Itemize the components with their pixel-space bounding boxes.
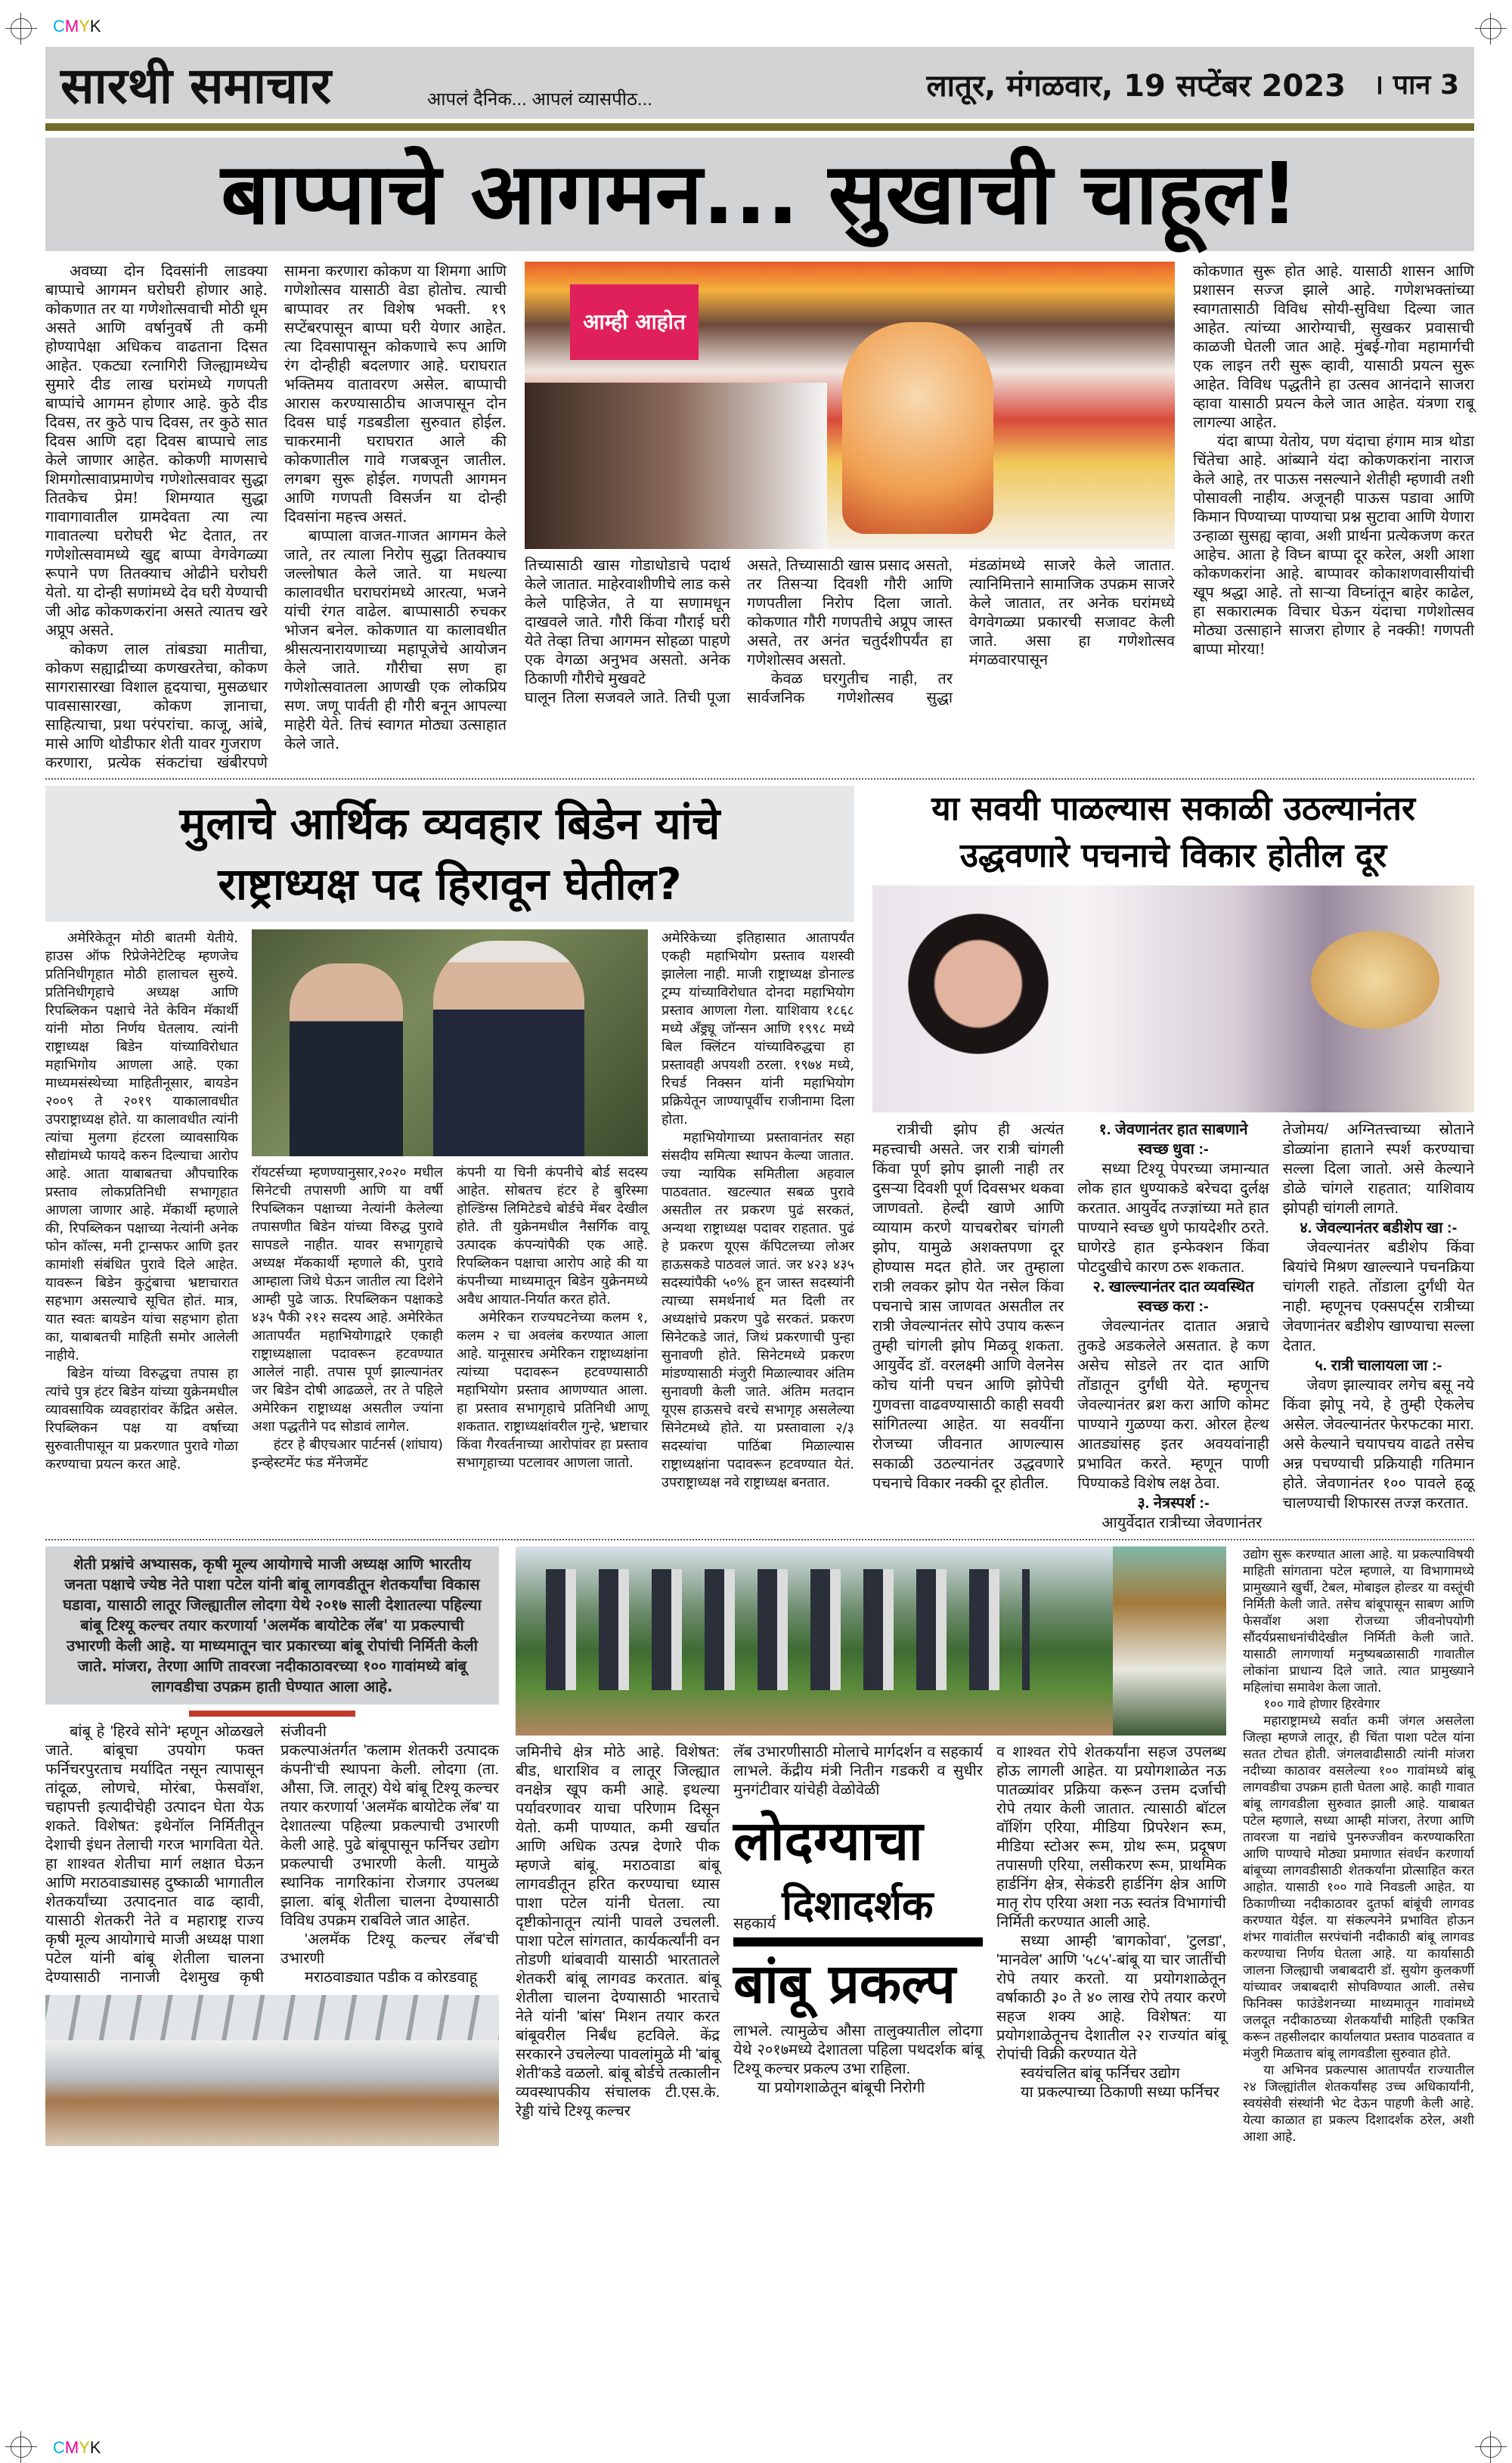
- paragraph: केवळ घरगुतीच नाही, तर सार्वजनिक गणेशोत्सव सुद्धा मंडळांमध्ये साजरे केले जातात. त्यानिमित्ताने सामाजिक उपक्रम साजरे केले जातात, तर अनेक घरांमध्ये वेगवेगळ्या प्रकारची सजावट केली जाते. असा हा गणेशोत्सव मंगळवारपासून: [747, 557, 1175, 706]
- bamboo-nursery-photo: [516, 1546, 1226, 1736]
- paragraph: उद्योग सुरू करण्यात आला आहे. या प्रकल्पाविषयी माहिती सांगताना पटेल म्हणाले, या विभागामध्ये प्रामुख्याने खुर्ची, टेबल, मोबाइल होल्डर या वस्तूंची निर्मिती केली जाते. तसेच बांबूपासून साबण आणि फेसवॉश अशा रोजच्या जीवनोपयोगी सौंदर्यप्रसाधनांचीदेखील निर्मिती केली जाते. यासाठी लागणार्या मनुष्यबळासाठी गावातील लोकांना प्राधान्य दिले जाते. त्यात प्रामुख्याने महिलांचा समावेश केला जातो.: [1243, 1547, 1474, 1695]
- paragraph: यंदा बाप्पा येतोय, पण यंदाचा हंगाम मात्र थोडा चिंतेचा आहे. आंब्याने यंदा कोकणकरांना नाराज केले आहे, तर पाऊस नसल्याने शेतीही म्हणावी तशी पोसावली नाहीय. अजूनही पाऊस पडावा आणि किमान पिण्याच्या पाण्याचा प्रश्न सुटावा आणि येणारा उन्हाळा सुसह्य व्हावा, अशी प्रार्थना प्रत्येकजण करत आहेच. आता हे विघ्न बाप्पा दूर करेल, अशी आशा कोकणकरांना आहे. बाप्पावर कोकाशणवासीयांची खूप श्रद्धा आहे. तो साऱ्या विघ्नांतून बाहेर काढेल, हा सकारात्मक विचार घेऊन यंदाचा गणेशोत्सव मोठ्या उत्साहाने साजरा होणार हे नक्की! गणपती बाप्पा मोरया!: [1193, 432, 1474, 658]
- paragraph: अमेरिकन राज्यघटनेच्या कलम १, कलम २ चा अवलंब करण्यात आला आहे. यानूसारच अमेरिकन राष्ट्राध्यक्षांना त्यांच्या पदावरून हटवण्यासाठी महाभियोग प्रस्ताव आणण्यात आला. हा प्रस्ताव सभागृहाचे प्रतिनिधी आणू शकतात. राष्ट्राध्यक्षांवरील गुन्हे, भ्रष्टाचार किंवा गैरवर्तनाच्या आरोपांवर हा प्रस्ताव सभागृहाच्या पटलावर आणला जातो.: [457, 1310, 648, 1471]
- paragraph: तेजोमय/ अग्नितत्त्वाच्या स्रोताने डोळ्यांना हाताने स्पर्श करण्याचा सल्ला दिला जातो. असे केल्याने डोळे चांगले राहतात; याशिवाय झोपही चांगली लागते.: [1282, 1121, 1474, 1217]
- paragraph: जमिनीचे क्षेत्र मोठे आहे. विशेषत: बीड, धाराशिव व लातूर जिल्ह्यात वनक्षेत्र खूप कमी आहे. इथल्या पर्यावरणावर याचा परिणाम दिसून येतो. कमी पाण्यात, कमी खर्चात आणि अधिक उत्पन्न देणारे पीक म्हणजे बांबू. मराठवाडा बांबू लागवडीतून हरित करण्याचा ध्यास पाशा पटेल यांनी घेतला. त्या दृष्टीकोनातून त्यांनी पावले उचलली. पाशा पटेल सांगतात, कार्यकर्त्यांनी वन तोडणी थांबवावी यासाठी भारतातले शेतकरी बांबू लागवड करतात. बांबू शेतीला चालना देण्यासाठी भारताचे नेते यांनी 'बांस' मिशन तयार करत बांबूवरील निर्बंध हटविले. केंद्र सरकारने उचलेल्या पावलांमुळे मी 'बांबू शेती'कडे वळलो. बांबू बोर्डचे तत्कालीन व्यवस्थापकीय संचालक टी.एस.के. रेड्डी यांचे टिश्यू कल्चर: [516, 1744, 720, 2120]
- middle-stories: [45, 786, 1474, 1533]
- paragraph: मराठवाड्यात पडीक व कोरडवाहू: [305, 1969, 478, 1986]
- registration-mark-icon: [11, 18, 32, 39]
- bamboo-column-4b: [733, 2022, 983, 2098]
- cmyk-mark: [53, 17, 101, 36]
- paragraph: करणारा, प्रत्येक संकटांचा खंबीरपणे सामना करणारा कोकण या शिमगा आणि गणेशोत्सव यासाठी वेडा होतोच. त्याची बाप्पावर तर विशेष भक्ती. १९ सप्टेंबरपासून बाप्पा घरी येणार आहेत. त्या दिवसापासून कोकणाचे रूप आणि रंग दोन्हीही बदलणार आहे. घराघरात भक्तिमय वातावरण असेल. बाप्पाची आरास करण्यासाठीच आजपासून दोन दिवस घाई गडबडीला सुरुवात होईल. चाकरमानी घराघरात आले की कोकणातील गावे गजबजून जातील. लगबग सुरू होईल. गणपती आगमन आणि गणपती विसर्जन या दोन्ही दिवसांना महत्त्व असतं.: [45, 262, 507, 771]
- paragraph: या प्रकल्पाच्या ठिकाणी सध्या फर्निचर: [1021, 2084, 1219, 2101]
- sleep-columns: [872, 1120, 1474, 1533]
- paragraph: रात्रीची झोप ही अत्यंत महत्त्वाची असते. जर रात्री चांगली किंवा पूर्ण झोप झाली नाही तर दुसऱ्या दिवशी पूर्ण दिवसभर थकवा जाणवतो. हेल्दी खाणे आणि व्यायाम करणे याचबरोबर चांगली झोप, यामुळे अशक्तपणा दूर होण्यास मदत होते. जर तुम्हाला रात्री लवकर झोप येत नसेल किंवा पचनाचे त्रास जाणवत असतील तर रात्री जेवल्यानंतर सोपे उपाय करून तुम्ही चांगली झोप मिळवू शकता. आयुर्वेद डॉ. वरलक्ष्मी आणि वेलनेस कोच यांनी पचन आणि झोपेची गुणवत्ता वाढवण्यासाठी काही सवयी सांगितल्या आहेत. या सवयींना रोजच्या जीवनात आणल्यास सकाळी उठल्यानंतर उद्धवणारे पचनाचे विकार नक्की दूर होतील.: [872, 1121, 1064, 1492]
- bamboo-center-columns: [516, 1743, 1226, 2121]
- subheading: 'अलमॅक टिश्यू कल्चर लॅब'ची उभारणी: [280, 1931, 499, 1967]
- paragraph: या प्रयोगशाळेतून बांबूची निरोगी: [758, 2080, 925, 2096]
- photo-banner: आम्ही आहोत: [570, 284, 699, 360]
- subheading: ५. रात्री चालायला जा :-: [1315, 1357, 1442, 1374]
- page-body: [45, 138, 1474, 2146]
- biden-columns-center: [252, 1164, 648, 1472]
- paragraph: या अभिनव प्रकल्पास आतापर्यंत राज्यातील २४ जिल्ह्यांतील शेतकर्यांसह उच्च अधिकार्यांनी, स्वयंसेवी संस्थांनी भेट देऊन पाहणी केली आहे. येत्या काळात हा प्रकल्प दिशादर्शक ठरेल, अशी आशा आहे.: [1243, 2063, 1474, 2145]
- headline-part-1: लोदग्याचा: [733, 1809, 923, 1872]
- accent-bar: [189, 1711, 355, 1717]
- lead-story: [45, 262, 1474, 772]
- bamboo-summary-box: [45, 1546, 499, 1705]
- paragraph: महाराष्ट्रामध्ये सर्वात कमी जंगल असलेला जिल्हा म्हणजे लातूर, ही चिंता पाशा पटेल यांना सतत टोचत होती. जंगलवाढीसाठी त्यांनी मांजरा नदीच्या काठावर वसलेल्या १०० गावांमध्ये बांबू लागवडीचा उपक्रम हाती घेतला आहे. काही गावात बांबू लागवडीला सुरुवात झाली आहे. याबाबत पटेल म्हणाले, सध्या आम्ही मांजरा, तेरणा आणि तावरजा या नद्यांचे पुनरुज्जीवन करण्याकरिता आणि पाण्याचे मोठ्या प्रमाणात संवर्धन करणार्या बांबूच्या लागवडीसाठी शेतकर्यांना प्रोत्साहित करत आहोत. यासाठी १०० गावे निवडली आहेत. या ठिकाणीच्या नदीकाठावर दुतर्फा बांबूंची लागवड करण्यात येईल. या संकल्पनेने प्रभावित होऊन शंभर गावांतील सरपंचांनी नदीकाठी बांबू लागवड करण्याचा निर्णय घेतला आहे. या कार्यासाठी जालना जिल्ह्याची जबाबदारी डॉ. सुयोग कुलकर्णी यांच्यावर जबाबदारी सोपविण्यात आली. तसेच फिनिक्स फाउंडेशनच्या माध्यमातून गावांमध्ये जलदूत नदीकाठच्या शेतकर्यांची माहिती एकत्रित करून तहसीलदार कार्यालयात प्रस्ताव पाठवतात व मंजुरी मिळताच बांबू लागवडीला सुरुवात होते.: [1243, 1714, 1474, 2061]
- biden-story: [45, 786, 854, 1492]
- paragraph: अवघ्या दोन दिवसांनी लाडक्या बाप्पाचे आगमन घरोघरी होणार आहे. कोकणात तर या गणेशोत्सवाची मोठी धूम असते आणि वर्षानुवर्षे ती कमी होण्यापेक्षा अधिकच वाढताना दिसत आहेत. एकट्या रत्नागिरी जिल्ह्यामध्येच सुमारे दीड लाख घरांमध्ये गणपती बाप्पांचे आगमन होणार आहे. कुठे दीड दिवस, तर कुठे पाच दिवस, तर कुठे सात दिवस आणि दहा दिवस बाप्पाचे लाड केले जाणार आहेत. कोकणी माणसाचे शिमगोत्सावाप्रमाणेच गणेशोत्सवावर सुद्धा तितकेच प्रेम! शिमग्यात सुद्धा गावागावातील ग्रामदेवता त्या त्या गावातल्या घरोघरी भेट देतात, तर गणेशोत्सवामध्ये खुद्द बाप्पा वेगवेगळ्या रूपाने पण तितक्याच ओढीने घरोघरी येतो. या दोन्ही सणांमध्ये देव घरी येण्याची जी ओढ कोकणकरांना असते त्यातच खरे अप्रूप असते.: [45, 262, 268, 639]
- paragraph: हंटर हे बीएचआर पार्टनर्स (शांघाय) इन्व्हेस्टमेंट फंड मॅनेजमेंट: [252, 1437, 443, 1471]
- bamboo-left: [45, 1546, 499, 2146]
- headline-row-2: [733, 1877, 983, 1934]
- biden-headline-box: [45, 786, 854, 922]
- bamboo-column-4a: [733, 1743, 983, 1800]
- ganesh-idol: [842, 322, 993, 534]
- factory-roof: [45, 1995, 499, 2040]
- registration-mark-icon: [11, 2437, 32, 2458]
- biden-figure: [433, 941, 584, 1156]
- headline-part-2: दिशादर्शक: [782, 1881, 934, 1929]
- dateline: लातूर, मंगळवार, 19 सप्टेंबर 2023: [926, 69, 1346, 104]
- masthead-rule: [45, 123, 1474, 131]
- registration-mark-icon: [1480, 2437, 1501, 2458]
- paragraph: घालून तिला सजवले जाते. तिची पूजा असते, तिच्यासाठी खास प्रसाद असतो, तर तिसऱ्या दिवशी गौरी आणि गणपतीला निरोप दिला जातो. कोकणात गौरी गणपतीचे अप्रूप जास्त असते, तर अनंत चतुर्दशीपर्यंत हा गणेशोत्सव असतो.: [525, 557, 953, 706]
- bamboo-column-3: [516, 1743, 720, 2121]
- paragraph: कोकण लाल तांबड्या मातीचा, कोकण सह्याद्रीच्या कणखरतेचा, कोकण सागरासारखा विशाल हृदयाचा, मुसळधार पावसासारखा, कोकण ज्ञानाचा, साहित्याचा, प्रथा परंपरांचा. काजू, आंबे, मासे आणि थोडीफार शेती यावर गुजराण: [45, 640, 268, 752]
- paragraph: बांबू हे 'हिरवे सोने' म्हणून ओळखले जाते. बांबूचा उपयोग फक्त फर्निचरपुरताच मर्यादित नसून त्यापासून तांदूळ, लोणचे, मोरंबा, फेसवॉश, चहापत्ती इत्यादीचेही उत्पादन घेता येऊ शकते. विशेषत: इथेनॉल निर्मितीतून देशाची इंधन तेलाची गरज भागविता येते. हा शाश्वत शेतीचा मार्ग लक्षात घेऊन आणि मराठवाड्यासह दुष्काळी भागातील शेतकर्यांच्या उत्पादनात वाढ व्हावी, यासाठी शेतकरी नेते व महाराष्ट्र राज्य कृषी मूल्य आयोगाचे माजी अध्यक्ष पाशा पटेल यांनी बांबू शेतीला चालना देण्यासाठी नानाजी देशमुख कृषी संजीवनी: [45, 1723, 327, 1986]
- biden-headline: [45, 793, 854, 914]
- bamboo-furniture-factory-photo: [45, 1995, 499, 2146]
- bamboo-column-5: [996, 1743, 1226, 2102]
- pasha-patel-photo: [1113, 1546, 1226, 1736]
- tagline: आपलं दैनिक... आपलं व्यासपीठ...: [427, 89, 652, 110]
- divider: [45, 1539, 1474, 1540]
- headline-band: [45, 138, 1474, 251]
- paragraph: व शाश्वत रोपे शेतकर्यांना सहज उपलब्ध होऊ लागली आहेत. या प्रयोगशाळेत नऊ पातळ्यांवर प्रक्रिया करून उत्तम दर्जाची रोपे तयार केली जातात. त्यासाठी बॉटल वॉशिंग एरिया, मीडिया प्रिपरेशन रूम, मीडिया स्टोअर रूम, ग्रोथ रूम, प्रदूषण तपासणी एरिया, लसीकरण रूम, प्राथमिक हार्डनिंग क्षेत्र, सेकंडरी हार्डनिंग क्षेत्र आणि मातृ रोप एरिया अशा नऊ स्वतंत्र विभागांची निर्मिती करण्यात आली आहे.: [996, 1744, 1226, 1931]
- bamboo-columns-left: [45, 1723, 499, 1987]
- biden-column-4: [662, 929, 854, 1492]
- cmyk-mark-bottom: [53, 2438, 101, 2458]
- paragraph: लाभले. त्यामुळेच औसा तालुक्यातील लोदगा येथे २०१७मध्ये देशातला पहिला पथदर्शक बांबू टिश्यू कल्चर प्रकल्प उभा राहिला.: [733, 2023, 983, 2077]
- cmyk-y: Y: [79, 2438, 90, 2457]
- paragraph: रॉयटर्सच्या म्हणण्यानुसार,२०२० मधील सिनेटची तपासणी आणि या वर्षी रिपब्लिकन पक्षाच्या नेत्यांनी केलेल्या तपासणीत बिडेन यांच्या विरुद्ध पुरावे सापडले नाहीत. यावर सभागृहाचे अध्यक्ष मॅककार्थी म्हणाले की, पुरावे आम्हाला जिथे घेऊन जातील त्या दिशेने आम्ही पुढे जाऊ. रिपब्लिकन पक्षाकडे ४३५ पैकी २१२ सदस्य आहे. अमेरिकेत आतापर्यंत महाभियोगाद्वारे एकाही राष्ट्राध्यक्षाला पदावरून हटवण्यात आलेलं नाही. तपास पूर्ण झाल्यानंतर जर बिडेन दोषी आढळले, तर ते पहिले अमेरिकन राष्ट्राध्यक्ष असतील ज्यांना अशा पद्धतीने पद सोडावं लागेल.: [252, 1165, 443, 1435]
- paragraph: सध्या आम्ही 'बागकोवा', 'टुलडा', 'मानवेल' आणि '५८५'-बांबू या चार जातींची रोपे तयार करतो. या प्रयोगशाळेतून वर्षाकाठी ३० ते ४० लाख रोपे तयार करणे सहज शक्य आहे. विशेषत: या प्रयोगशाळेतूनच देशातील २२ राज्यांत बांबू रोपांची विक्री करण्यात येते: [996, 1933, 1226, 2063]
- cmyk-m: M: [64, 17, 79, 36]
- headline-part-3: बांबू प्रकल्प: [733, 1952, 956, 2015]
- headline-rule: [733, 1937, 983, 1947]
- bamboo-center: [516, 1546, 1226, 2121]
- paragraph: जेवल्यानंतर बडीशेप किंवा बियांचे मिश्रण खाल्ल्याने पचनक्रिया चांगली राहते. तोंडाला दुर्गंधी येत नाही. म्हणूनच एक्सपर्ट्स रात्रीच्या जेवणानंतर बडीशेप खाण्याचा सल्ला देतात.: [1282, 1239, 1474, 1354]
- paragraph: सध्या टिश्यू पेपरच्या जमान्यात लोक हात धुण्याकडे बरेचदा दुर्लक्ष करतात. आयुर्वेद तज्ज्ञांच्या मते हात पाण्याने स्वच्छ धुणे फायदेशीर ठरते. घाणेरडे हात इन्फेक्शन किंवा पोटदुखीचे कारण ठरू शकतात.: [1077, 1161, 1269, 1276]
- paragraph: तिच्यासाठी खास गोडाधोडाचे पदार्थ केले जातात. माहेरवाशीणीचे लाड कसे केले पाहिजेत, ते या सणामधून दाखवले जाते. गौरी किंवा गौराई घरी येते तेव्हा तिचा आगमन सोहळा पाहणे एक वेगळा अनुभव असतो. अनेक ठिकाणी गौरीचे मुखवटे: [525, 557, 730, 687]
- headline-line: उद्धवणारे पचनाचे विकार होतील दूर: [959, 836, 1387, 875]
- sleep-story: [872, 786, 1474, 1533]
- subheading: स्वयंचलित बांबू फर्निचर उद्योग: [1021, 2065, 1180, 2082]
- subheading: १. जेवणानंतर हात साबणाने: [1098, 1121, 1248, 1138]
- biden-column-1: [45, 929, 238, 1474]
- sleep-headline: [872, 786, 1474, 879]
- headline-kicker: सहकार्य: [733, 1914, 776, 1932]
- subheading: ४. जेवल्यानंतर बडीशेप खा :-: [1300, 1220, 1458, 1236]
- cmyk-m: M: [64, 2438, 79, 2457]
- subheading: १०० गावे होणार हिरवेगार: [1263, 1697, 1380, 1712]
- masthead: [45, 47, 1474, 119]
- summary-text: शेती प्रश्नांचे अभ्यासक, कृषी मूल्य आयोगाचे माजी अध्यक्ष आणि भारतीय जनता पक्षाचे ज्येष्ठ नेते पाशा पटेल यांनी बांबू लागवडीतून शेतकर्यांचा विकास घडावा, यासाठी लातूर जिल्ह्यातील लोदगा येथे २०१७ साली देशातल्या पहिल्या बांबू टिश्यू कल्चर तयार करणार्या 'अलमॅक बायोटेक लॅब' या प्रकल्पाची उभारणी केली आहे. या माध्यमातून चार प्रकारच्या बांबू रोपांची निर्मिती केली जाते. मांजरा, तेरणा आणि तावरजा नदीकाठावरच्या १०० गावांमध्ये बांबू लागवडीचा उपक्रम हाती घेण्यात आला आहे.: [63, 1555, 482, 1695]
- lead-headline: बाप्पाचे आगमन... सुखाची चाहूल!: [221, 145, 1299, 244]
- cmyk-k: K: [89, 2438, 101, 2457]
- paragraph: प्रकल्पाअंतर्गत 'कलाम शेतकरी उत्पादक कंपनी'ची स्थापना केली. लोदगा (ता. औसा, जि. लातूर) येथे बांबू टिश्यू कल्चर तयार करणार्या 'अलमॅक बायोटेक लॅब' या देशातल्या पहिल्या प्रकल्पाची उभारणी केली आहे. पुढे बांबूपासून फर्निचर उद्योग प्रकल्पाची उभारणी केली. यामुळे स्थानिक नागरिकांना रोजगार उपलब्ध झाला. बांबू शेतीला चालना देण्यासाठी विविध उपक्रम राबविले जात आहेत.: [280, 1742, 499, 1929]
- subheading: स्वच्छ धुवा :-: [1138, 1141, 1209, 1158]
- headline-line: राष्ट्राध्यक्ष पद हिरावून घेतील?: [218, 858, 682, 910]
- paragraph: बिडेन यांच्या विरुद्धचा तपास हा त्यांचे पुत्र हंटर बिडेन यांच्या युक्रेनमधील व्यावसायिक व्यवहारांवर केंद्रित असेल. रिपब्लिकन पक्ष या वर्षाच्या सुरुवातीपासून या प्रकरणात पुरावे गोळा करण्याचा प्रयत्न करत आहे.: [45, 1366, 238, 1472]
- newspaper-title: सारथी समाचार: [60, 57, 332, 115]
- biden-body: [45, 929, 854, 1492]
- headline-line: मुलाचे आर्थिक व्यवहार बिडेन यांचे: [179, 798, 720, 849]
- cmyk-k: K: [89, 17, 101, 36]
- paragraph: आयुर्वेदात रात्रीच्या जेवणानंतर: [1101, 1515, 1263, 1531]
- bamboo-story: [45, 1546, 1474, 2146]
- subheading: ३. नेत्रस्पर्श :-: [1137, 1495, 1210, 1512]
- woman-face: [903, 908, 1054, 1059]
- food-plate: [1311, 931, 1439, 1029]
- cmyk-y: Y: [79, 17, 90, 36]
- paragraph: कोकणात सुरू होत आहे. यासाठी शासन आणि प्रशासन सज्ज झाले आहे. गणेशभक्तांच्या स्वागतासाठी विविध सोयी-सुविधा दिल्या जात आहेत. त्यांच्या आरोग्याची, सुखकर प्रवासाची काळजी घेतली जात आहे. मुंबई-गोवा महामार्गची एक लाइन तरी सुरू व्हावी, यासाठी प्रयत्न सुरू आहेत. विविध पद्धतीने हा उत्सव आनंदाने साजरा व्हावा यासाठी प्रयत्न केले जात आहेत. यंत्रणा राबू लागल्या आहेत.: [1193, 262, 1474, 431]
- bamboo-column-6: [1243, 1546, 1474, 2145]
- paragraph: अमेरिकेच्या इतिहासात आतापर्यंत एकही महाभियोग प्रस्ताव यशस्वी झालेला नाही. माजी राष्ट्राध्यक्ष डोनाल्ड ट्रम्प यांच्याविरोधात दोनदा महाभियोग प्रस्ताव आणला गेला. याशिवाय १८६८ मध्ये अँड्र्यू जॉन्सन आणि १९९८ मध्ये बिल क्लिंटन यांच्याविरुद्धचा हा प्रस्तावही अपयशी ठरला. १९७४ मध्ये, रिचर्ड निक्सन यांनी महाभियोग प्रक्रियेतून जाण्यापूर्वीच राजीनामा दिला होता.: [662, 930, 854, 1128]
- cmyk-c: C: [53, 2438, 65, 2457]
- sleeping-woman-photo: [872, 886, 1474, 1112]
- paragraph: लॅब उभारणीसाठी मोलाचे मार्गदर्शन व सहकार्य लाभले. केंद्रीय मंत्री नितीन गडकरी व सुधीर मुनगंटीवार यांचेही वेळोवेळी: [733, 1744, 983, 1798]
- crowd: [525, 383, 827, 549]
- registration-mark-icon: [1480, 18, 1501, 39]
- lead-center: [525, 262, 1175, 708]
- paragraph: बाप्पाला वाजत-गाजत आगमन केले जाते, तर त्याला निरोप सुद्धा तितक्याच जल्लोषात केले जाते. या मधल्या कालावधीत घराघरांमध्ये आरत्या, भजने यांची रंगत वाढेल. बाप्पासाठी रुचकर भोजन बनेल. कोकणात या कालावधीत श्रीसत्यनारायणाच्या महापूजेचे आयोजन केले जाते. गौरीचा सण हा गणेशोत्सवातला आणखी एक लोकप्रिय सण. जणू पार्वती ही गौरी बनून आपल्या माहेरी येते. तिचं स्वागत मोठ्या उत्साहात केले जाते.: [284, 526, 507, 752]
- ganesh-procession-photo: [525, 262, 1175, 549]
- cmyk-c: C: [53, 17, 65, 36]
- page-number: । पान 3: [1373, 70, 1459, 101]
- paragraph: जेवल्यानंतर दातात अन्नाचे तुकडे अडकलेले असतात. हे कण असेच सोडले तर दात आणि तोंडातून दुर्गंधी येते. म्हणूनच जेवल्यानंतर ब्रश करा आणि कोमट पाण्याने गुळण्या करा. ओरल हेल्थ आतड्यांसह इतर अवयवांनाही प्रभावित करते. म्हणून पाणी पिण्याकडे विशेष लक्ष ठेवा.: [1077, 1318, 1269, 1492]
- headline-line: या सवयी पाळल्यास सकाळी उठल्यानंतर: [931, 789, 1415, 828]
- divider: [45, 778, 1474, 780]
- paragraph: जेवण झाल्यावर लगेच बसू नये किंवा झोपू नये, हे तुम्ही ऐकलेच असेल. जेवल्यानंतर फेरफटका मारा. असे केल्याने चयापचय वाढते तसेच अन्न पचण्याची प्रक्रियाही गतिमान होते. जेवणानंतर १०० पावले हळू चालण्याची शिफारस तज्ज्ञ करतात.: [1282, 1377, 1474, 1512]
- bamboo-headline-block: [733, 1743, 983, 2098]
- subheading: २. खाल्ल्यानंतर दात व्यवस्थित स्वच्छ करा :-: [1092, 1279, 1254, 1315]
- biden-center: [252, 929, 648, 1472]
- paragraph: कंपनी या चिनी कंपनीचे बोर्ड सदस्य आहेत. सोबतच हंटर हे बुरिस्मा होल्डिंग्स लिमिटेडचे बोर्डचे मेंबर देखील होते. ती युक्रेनमधील नैसर्गिक वायू उत्पादक कंपन्यांपैकी एक आहे. रिपब्लिकन पक्षाचा आरोप आहे की या कंपनीच्या माध्यमातून बिडेन युक्रेनमध्ये अवैध आयात-निर्यात करत होते.: [457, 1165, 648, 1307]
- biden-hunter-photo: [252, 929, 648, 1156]
- lead-column-right: [1193, 262, 1474, 659]
- lead-columns-center: [525, 557, 1175, 708]
- hunter-figure: [290, 963, 403, 1156]
- paragraph: महाभियोगाच्या प्रस्तावानंतर सहा संसदीय समित्या स्थापन केल्या जातात. ज्या न्यायिक समितीला अहवाल पाठवतात. खटल्यात सबळ पुरावे असतील तर प्रकरण पुढं सरकतं, अन्यथा राष्ट्राध्यक्ष पदावर राहतात. पुढं हे प्रकरण यूएस कॅपिटलच्या लोअर हाऊसकडे पाठवलं जातं. जर ४२३ ४३५ सदस्यांपैकी ५०% हून जास्त सदस्यांनी त्याच्या समर्थनार्थ मत दिली तर अध्यक्षांचे प्रकरण पुढे सरकतं. प्रकरण सिनेटकडे जातं, जिथं प्रकरणाची पुन्हा सुनावणी होते. सिनेटमध्ये प्रकरण मांडण्यासाठी मंजुरी मिळाल्यावर अंतिम सुनावणी केली जाते. अंतिम मतदान यूएस हाऊसचे वरचे सभागृह असलेल्या सिनेटमध्ये होते. या प्रस्तावाला २/३ सदस्यांचा पाठिंबा मिळाल्यास राष्ट्राध्यक्षांना पदावरून हटवण्यात येतं. उपराष्ट्राध्यक्ष नवे राष्ट्राध्यक्ष बनतात.: [662, 1130, 854, 1491]
- group-of-people: [546, 1569, 1030, 1690]
- lead-columns-left: [45, 262, 507, 772]
- paragraph: अमेरिकेतून मोठी बातमी येतीये. हाउस ऑफ रिप्रेजेनेटेटिव्ह म्हणजेच प्रतिनिधीगृहात मोठी हालाचल सुरुये. प्रतिनिधीगृहाचे अध्यक्ष आणि रिपब्लिकन पक्षाचे नेते केविन मॅकार्थी यांनी मोठा निर्णय घेतलाय. त्यांनी राष्ट्राध्यक्ष बिडेन यांच्याविरोधात महाभिगोय आणला आहे. एका माध्यमसंस्थेच्या माहितीनूसार, बायडेन २००९ ते २०१९ याकालावधीत उपराष्ट्राध्यक्ष होते. या कालावधीत त्यांनी त्यांचा मुलगा हंटरला व्यावसायिक सौद्यांमध्ये फायदे करुन दिल्याचा आरोप आहे. आता याबाबतचा औपचारिक प्रस्ताव लोकप्रतिनिधी सभागृहात आणला जाणार आहे. मॅकार्थी म्हणाले की, रिपब्लिकन पक्षाच्या नेत्यांनी अनेक फोन कॉल्स, मनी ट्रान्सफर आणि इतर कामांशी संबंधित पुरावे दिले आहेत. यावरून बिडेन कुटुंबाचा भ्रष्टाचारात सहभाग असल्याचे सूचित होतं. मात्र, यात स्वतः बायडेन यांचा सहभाग होता का, याबाबतची माहिती समोर आलेली नाहीये.: [45, 930, 238, 1363]
